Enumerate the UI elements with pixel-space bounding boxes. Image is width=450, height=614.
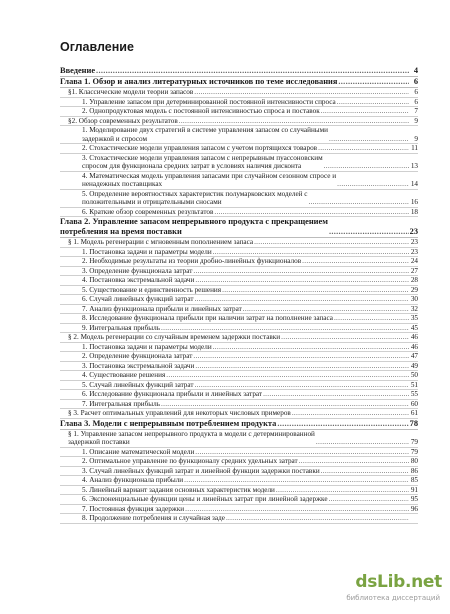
toc-item[interactable]: [60, 505, 418, 515]
toc-item[interactable]: [60, 190, 418, 208]
toc-entry-text: 7. Интегральная прибыль: [82, 399, 160, 408]
toc-entry-text: 3. Определение функционала затрат: [82, 266, 193, 275]
toc-entry-text: 5. Линейный вариант задания основных характеристик модели: [82, 485, 275, 494]
toc-entry-text: 2. Необходимые результаты из теории дробно-линейных функционалов: [82, 257, 302, 265]
toc-page-number: 49: [410, 361, 418, 370]
toc-item[interactable]: [60, 467, 418, 477]
toc-page-number: 80: [410, 457, 418, 465]
toc-entry-text: 4. Существование решения: [82, 371, 166, 379]
toc-section[interactable]: [60, 333, 418, 343]
dot-leader: [263, 390, 409, 399]
toc-item[interactable]: [60, 362, 418, 372]
toc-entry-text: 3. Случай линейных функций затрат и линейной функции задержки поставки: [82, 466, 320, 475]
toc-item[interactable]: [60, 400, 418, 410]
toc-page-number: 50: [410, 371, 418, 379]
dot-leader: [254, 238, 409, 247]
toc-entry-text: 1. Управление запасом при детерминированной постоянной интенсивности спроса: [82, 97, 336, 106]
toc-entry-text: 4. Математическая модель управления запасами при случайном сезонном спросе и ненадежных поставщиках: [82, 171, 337, 188]
toc-page-number: 9: [414, 134, 418, 143]
toc-page-number: 35: [410, 314, 418, 322]
toc-section[interactable]: [60, 409, 418, 419]
toc-item[interactable]: [60, 495, 418, 505]
toc-entry-text: § 1. Модель регенерации с мгновенным пополнением запаса: [68, 238, 254, 246]
toc-page-number: 96: [410, 504, 418, 513]
dot-leader: [184, 476, 409, 485]
toc-entry-text: §1. Классические модели теории запасов: [68, 88, 194, 96]
page-title: Оглавление: [60, 40, 134, 54]
toc-page-number: 16: [410, 198, 418, 206]
toc-entry-text: 5. Случай линейных функций затрат: [82, 380, 194, 389]
toc-page-number: 55: [410, 390, 418, 398]
toc-page-number: 6: [414, 97, 418, 106]
toc-item[interactable]: [60, 248, 418, 258]
dot-leader: [302, 257, 409, 266]
toc-item[interactable]: [60, 154, 418, 172]
dot-leader: [195, 381, 409, 390]
dot-leader: [337, 180, 409, 189]
dot-leader: [329, 135, 409, 144]
dot-leader: [193, 267, 409, 276]
toc-item[interactable]: [60, 208, 418, 218]
dot-leader: [334, 314, 409, 323]
toc-entry-text: 6. Исследование функционала прибыли и линейных затрат: [82, 390, 263, 398]
toc-page-number: 32: [410, 304, 418, 313]
toc-entry-text: 4. Постановка экстремальной задачи: [82, 276, 195, 284]
toc-item[interactable]: [60, 107, 418, 117]
dot-leader: [321, 467, 409, 476]
toc-page-number: 13: [410, 162, 418, 170]
toc-entry-text: 1. Описание математической модели: [82, 447, 195, 456]
toc-page-number: 28: [410, 276, 418, 284]
dot-leader: [243, 305, 409, 314]
dot-leader: [214, 208, 409, 217]
toc-item[interactable]: [60, 295, 418, 305]
toc-entry-text: §2. Обзор современных результатов: [68, 116, 178, 125]
toc-entry-text: 1. Постановка задачи и параметры модели: [82, 247, 212, 256]
toc-page-number: 86: [410, 466, 418, 475]
toc-page-number: 47: [410, 352, 418, 360]
dot-leader: [185, 505, 409, 514]
dot-leader: [316, 438, 409, 447]
watermark: [322, 572, 442, 608]
dot-leader: [213, 343, 409, 352]
dot-leader: [338, 77, 409, 87]
toc-entry-text: § 1. Управление запасом непрерывного продукта в модели с детерминированной задержкой поставки: [68, 429, 315, 446]
toc-entry-text: Глава 3. Модели с непрерывным потреблением продукта: [60, 418, 277, 428]
dot-leader: [194, 88, 409, 97]
toc-page-number: 18: [410, 207, 418, 216]
toc-item[interactable]: [60, 98, 418, 108]
toc-entry-text: 8. Продолжение потребления и случайная заде: [82, 514, 225, 522]
toc-item[interactable]: [60, 486, 418, 496]
toc-entry-text: 2. Оптимальное управление по функционалу средних удельных затрат: [82, 457, 298, 465]
toc-page-number: 45: [410, 323, 418, 332]
toc-item[interactable]: [60, 371, 418, 381]
toc-item[interactable]: [60, 324, 418, 334]
toc-page-number: 61: [410, 409, 418, 417]
toc-entry-text: § 3. Расчет оптимальных управлений для некоторых числовых примеров: [68, 409, 291, 417]
dot-leader: [166, 371, 409, 380]
toc-page-number: 23: [410, 238, 418, 246]
toc-entry-text: 3. Стохастические модели управления запасом с непрерывным пуассоновским спросом для функционала средних затрат в условиях наличия дисконта: [82, 153, 323, 170]
dot-leader: [329, 495, 409, 504]
dot-leader: [321, 107, 409, 116]
toc-item[interactable]: [60, 257, 418, 267]
toc-entry-text: § 2. Модель регенерации со случайным временем задержки поставки: [68, 333, 281, 341]
dot-leader: [292, 409, 409, 418]
toc-entry-text: 1. Постановка задачи и параметры модели: [82, 342, 212, 351]
toc-item[interactable]: [60, 126, 418, 144]
toc-item[interactable]: [60, 172, 418, 190]
dot-leader: [161, 400, 409, 409]
toc-item[interactable]: [60, 305, 418, 315]
toc-section[interactable]: [60, 238, 418, 248]
toc-page-number: 14: [410, 180, 418, 188]
toc-item[interactable]: [60, 381, 418, 391]
dot-leader: [281, 333, 409, 342]
toc-entry-text: Глава 2. Управление запасом непрерывного продукта с прекращением потребления на время поставки: [60, 217, 328, 236]
toc-item[interactable]: [60, 267, 418, 277]
toc-item[interactable]: [60, 286, 418, 296]
toc-page-number: 29: [410, 285, 418, 294]
toc-entry-text: 5. Определение вероятностных характеристик полумарковских моделей с положительными и отрицательными сносами: [82, 189, 308, 206]
toc-entry-text: Глава 1. Обзор и анализ литературных источников по теме исследования: [60, 77, 338, 86]
dot-leader: [277, 419, 408, 429]
toc-item[interactable]: [60, 144, 418, 154]
toc-item[interactable]: [60, 514, 418, 524]
dot-leader: [179, 117, 409, 126]
toc-entry-text: 7. Анализ функционала прибыли и линейных затрат: [82, 304, 242, 313]
toc-item[interactable]: [60, 314, 418, 324]
dot-leader: [318, 144, 409, 153]
toc-section[interactable]: [60, 88, 418, 98]
toc-entry-text: 6. Краткие обзор современных результатов: [82, 207, 214, 216]
toc-entry-text: 4. Анализ функционала прибыли: [82, 476, 184, 484]
toc-page-number: 27: [410, 266, 418, 275]
dot-leader: [226, 514, 409, 523]
dslib-logo: dsLib.net: [355, 572, 442, 592]
toc-item[interactable]: [60, 276, 418, 286]
toc-page-number: 7: [414, 107, 418, 115]
toc-page-number: 91: [410, 485, 418, 494]
toc-chapter[interactable]: [60, 419, 418, 430]
toc-page-number: 23: [409, 227, 418, 236]
toc-entry-text: 2. Однопродуктовая модель с постоянной интенсивностью спроса и поставок: [82, 107, 320, 115]
dot-leader: [329, 227, 409, 237]
toc-item[interactable]: [60, 352, 418, 362]
toc-page-number: 51: [410, 380, 418, 389]
toc-page-number: 23: [410, 247, 418, 256]
toc-entry-text: 7. Постоянная функция задержки: [82, 504, 185, 513]
dot-leader: [222, 286, 409, 295]
toc-entry-text: 1. Моделирование двух стратегий в системе управления запасом со случайными задержкой и спросом: [82, 126, 329, 143]
toc-page-number: 6: [413, 77, 418, 86]
dot-leader: [308, 198, 409, 207]
dot-leader: [195, 295, 409, 304]
toc-entry-text: 5. Существование и единственность решения: [82, 285, 222, 294]
toc-entry-text: 6. Случай линейных функций затрат: [82, 295, 194, 303]
dot-leader: [161, 324, 409, 333]
toc-item[interactable]: [60, 448, 418, 458]
toc-page-number: 46: [410, 342, 418, 351]
dot-leader: [96, 66, 409, 76]
toc-chapter[interactable]: [60, 217, 418, 238]
toc-section[interactable]: [60, 117, 418, 127]
toc-page-number: 46: [410, 333, 418, 341]
toc-page-number: 79: [410, 447, 418, 456]
dot-leader: [195, 362, 409, 371]
toc-page-number: 30: [410, 295, 418, 303]
dot-leader: [299, 457, 409, 466]
toc-page-number: 79: [410, 438, 418, 446]
dot-leader: [337, 98, 409, 107]
toc-page-number: 78: [409, 418, 418, 428]
toc-page-number: 9: [414, 116, 418, 125]
toc-page-number: 85: [410, 476, 418, 484]
toc-chapter[interactable]: [60, 77, 418, 88]
toc-entry-text: 8. Исследование функционала прибыли при наличии затрат на пополнение запаса: [82, 314, 333, 322]
dot-leader: [195, 448, 409, 457]
toc-chapter[interactable]: [60, 66, 418, 77]
dot-leader: [213, 248, 409, 257]
toc-page-number: 6: [414, 88, 418, 96]
toc-page-number: 11: [411, 144, 418, 152]
toc-entry-text: Введение: [60, 66, 96, 75]
toc-item[interactable]: [60, 343, 418, 353]
toc-entry-text: 2. Определение функционала затрат: [82, 352, 193, 360]
table-of-contents: [60, 66, 418, 524]
toc-item[interactable]: [60, 390, 418, 400]
toc-item[interactable]: [60, 457, 418, 467]
dot-leader: [276, 486, 409, 495]
toc-entry-text: 9. Интегральная прибыль: [82, 323, 160, 332]
toc-item[interactable]: [60, 476, 418, 486]
toc-page-number: 24: [410, 257, 418, 265]
watermark-subtitle: библиотека диссертаций: [346, 594, 440, 602]
toc-entry-text: 6. Экспоненциальные функции цены и линейных затрат при линейной задержке: [82, 495, 328, 503]
dot-leader: [193, 352, 409, 361]
dot-leader: [195, 276, 409, 285]
toc-entry-text: 3. Постановка экстремальной задачи: [82, 361, 195, 370]
toc-entry-text: 2. Стохастические модели управления запасом с учетом портящихся товаров: [82, 144, 318, 152]
dot-leader: [324, 162, 409, 171]
toc-page-number: 95: [410, 495, 418, 503]
toc-page-number: 4: [413, 66, 418, 75]
toc-section[interactable]: [60, 430, 418, 448]
toc-page-number: 60: [410, 399, 418, 408]
